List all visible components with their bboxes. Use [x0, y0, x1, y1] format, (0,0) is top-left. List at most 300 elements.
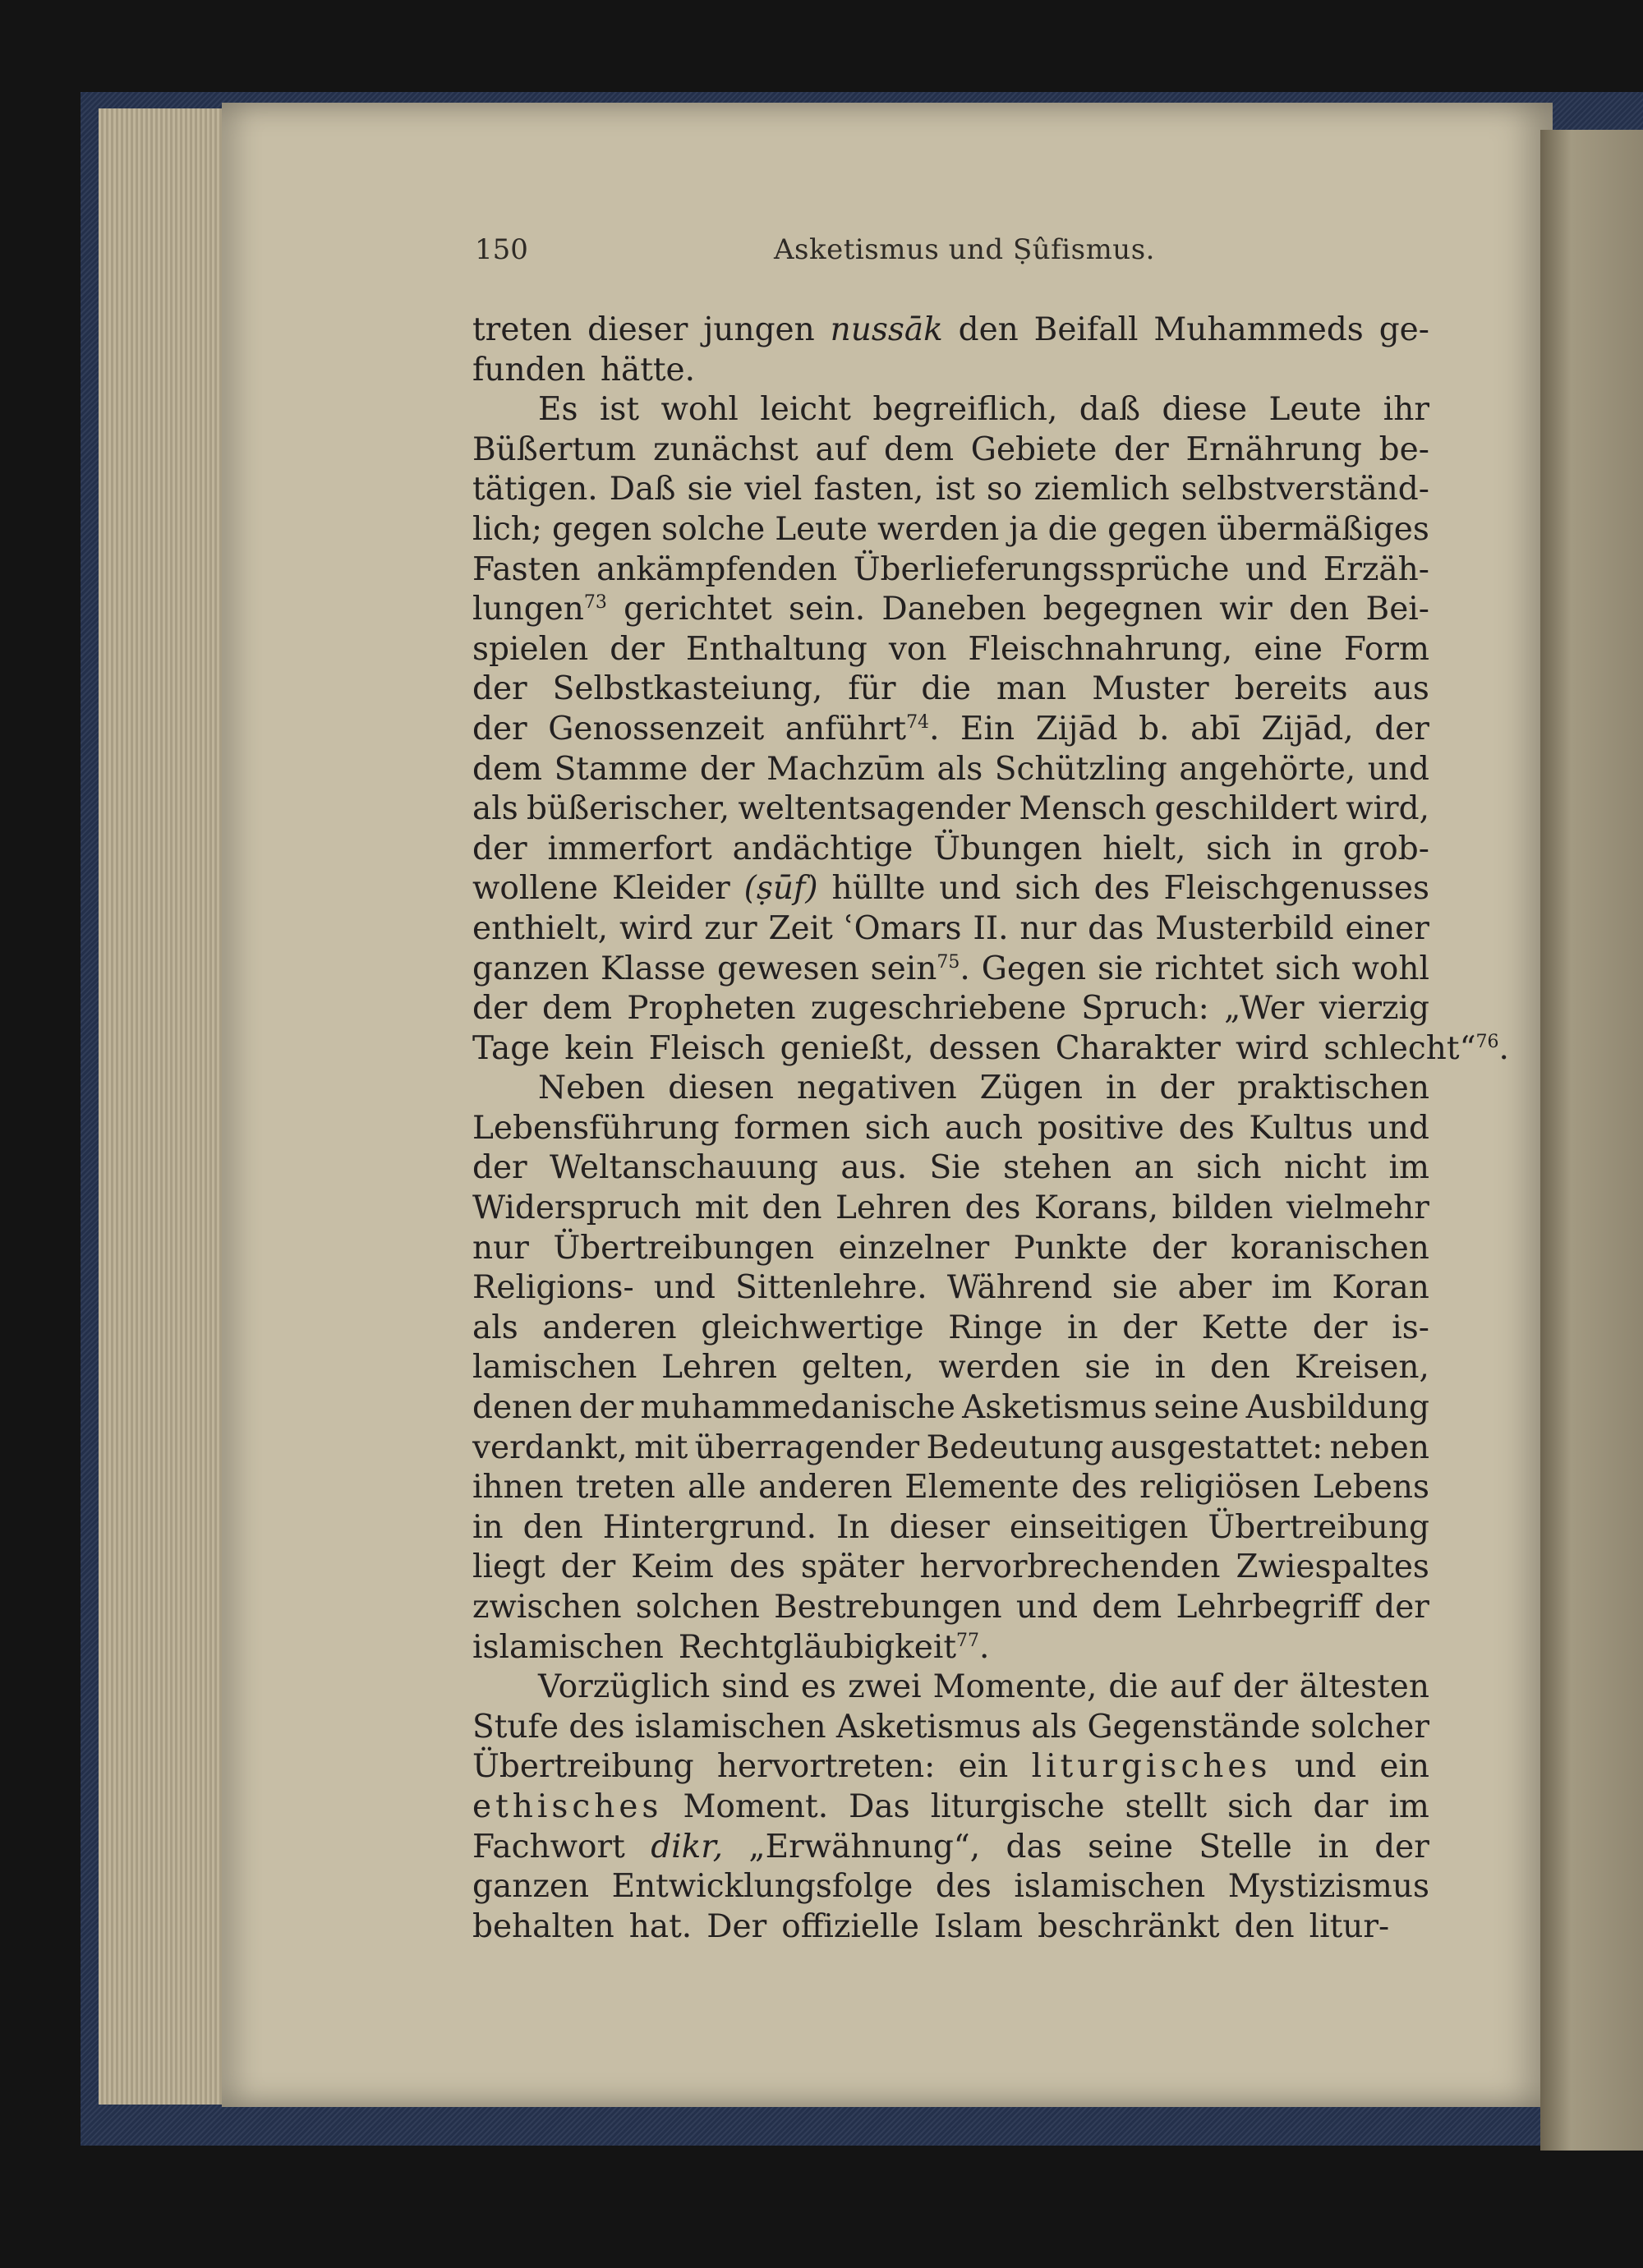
word-text: ist	[935, 471, 975, 508]
word-text: büßerischer,	[526, 790, 730, 828]
word-text: bilden	[1171, 1189, 1273, 1227]
word	[849, 1787, 910, 1828]
word-text: Schützling	[994, 750, 1167, 788]
word	[845, 909, 962, 950]
word-text: Bei-	[1365, 591, 1429, 628]
word	[472, 430, 636, 471]
word	[661, 510, 765, 550]
word	[523, 1508, 583, 1548]
word-text: zur	[704, 909, 757, 947]
word-text: Asketismus	[962, 1389, 1148, 1427]
word	[762, 1189, 822, 1229]
word-text: muhammedanische	[640, 1389, 955, 1427]
word	[550, 1148, 818, 1189]
word	[1034, 470, 1170, 510]
word-text: angehörte,	[1179, 750, 1356, 788]
word-text: der	[578, 1389, 634, 1427]
word-text: dikr,	[651, 1828, 724, 1865]
word	[1268, 390, 1361, 430]
word	[653, 430, 798, 471]
word-text: ausgestattet:	[1110, 1428, 1323, 1466]
word-text: wird,	[1346, 790, 1429, 828]
word	[472, 1148, 527, 1189]
word-text: funden	[472, 351, 586, 389]
word	[1286, 1189, 1429, 1229]
word-text: aus	[1373, 670, 1429, 708]
word-text: litur-	[1309, 1907, 1390, 1945]
word	[1379, 311, 1429, 351]
word-text: von	[888, 630, 947, 668]
word	[1224, 989, 1304, 1029]
word-text: Das	[849, 1787, 910, 1825]
word	[472, 1828, 625, 1868]
word	[933, 1668, 1098, 1708]
word-text: wollene	[472, 870, 599, 908]
word	[1154, 1388, 1240, 1428]
word	[1332, 1268, 1429, 1309]
word	[1346, 789, 1429, 830]
word-text: Moment.	[683, 1787, 829, 1825]
word	[831, 311, 943, 351]
word-text: sich	[1206, 830, 1272, 867]
word-text: begegnen	[1042, 591, 1203, 628]
word	[660, 390, 738, 430]
word-text: Übertreibung	[472, 1748, 694, 1786]
page-header	[475, 233, 1502, 274]
word-text: der	[1122, 1309, 1177, 1346]
word-text: Stufe	[472, 1708, 559, 1746]
word	[947, 1268, 1093, 1309]
word	[738, 789, 1010, 830]
word	[635, 1708, 826, 1748]
word	[929, 1148, 980, 1189]
word-text: den	[1289, 591, 1350, 628]
word-text: denen	[472, 1389, 573, 1427]
word-text: auch	[944, 1109, 1024, 1147]
word	[835, 1189, 951, 1229]
word	[959, 1747, 1009, 1787]
word-text: des	[729, 1548, 785, 1586]
word	[1374, 1588, 1429, 1628]
word	[1245, 550, 1307, 591]
word	[881, 590, 1026, 630]
word	[1295, 1747, 1356, 1787]
word-text: man	[996, 670, 1067, 708]
word-text: andächtige	[732, 830, 914, 867]
word	[848, 669, 895, 710]
word	[937, 750, 983, 790]
word-text: Widerspruch	[472, 1189, 682, 1227]
punctuation: .	[1498, 1029, 1509, 1067]
word	[1366, 590, 1429, 630]
punctuation: .	[929, 710, 940, 748]
word-text: Übertreibung	[1208, 1508, 1429, 1546]
word-text: die	[921, 670, 971, 708]
word	[472, 1229, 529, 1269]
footnote-marker: 73	[583, 592, 607, 614]
word	[919, 1548, 1220, 1588]
word-text: die	[1047, 510, 1098, 548]
word-text: ja	[1009, 510, 1038, 548]
word	[1368, 750, 1429, 790]
word	[774, 1588, 1002, 1628]
word	[1199, 1828, 1292, 1868]
word-text: leicht	[760, 391, 851, 429]
word-text: Religions-	[472, 1269, 634, 1307]
word-text: Muhammeds	[1153, 311, 1364, 348]
word	[701, 1309, 923, 1349]
word	[472, 750, 542, 790]
word	[1284, 1148, 1366, 1189]
word	[1246, 1388, 1429, 1428]
word	[717, 950, 859, 990]
word-text: nicht	[1283, 1149, 1367, 1187]
word-text: der	[472, 670, 527, 708]
word-text: vielmehr	[1286, 1189, 1429, 1227]
word	[472, 550, 581, 591]
word-text: anderen	[542, 1309, 677, 1346]
word	[1032, 1747, 1272, 1787]
word	[472, 1508, 504, 1548]
word-text: sie	[1111, 1269, 1158, 1307]
word	[596, 550, 837, 591]
footnote-marker: 75	[937, 951, 960, 973]
word-text: tätigen.	[472, 471, 598, 508]
word-text: islamischen	[634, 1708, 826, 1746]
word-text: an	[1134, 1149, 1174, 1187]
word	[929, 1029, 1041, 1070]
word-text: Kette	[1201, 1309, 1289, 1346]
word	[933, 830, 1082, 870]
word-text: alle	[687, 1469, 747, 1507]
word-text: einer	[1345, 909, 1429, 947]
word	[936, 1867, 992, 1907]
word-text: der	[699, 750, 755, 788]
word	[948, 1309, 1042, 1349]
word-text: stehen	[1003, 1149, 1112, 1187]
word-text: Zeit	[768, 909, 833, 947]
text-line	[472, 1428, 1429, 1469]
word-text: Fasten	[472, 550, 581, 588]
word-text: Übungen	[933, 830, 1083, 867]
word	[1351, 950, 1429, 990]
word-text: „Erwähnung“,	[748, 1828, 981, 1865]
word	[1314, 1787, 1369, 1828]
word	[472, 1468, 564, 1508]
word-text: Daß	[609, 471, 676, 508]
word-text: Lehrbegriff	[1176, 1589, 1361, 1626]
word	[801, 1548, 904, 1588]
word	[996, 669, 1066, 710]
word-text: und	[1294, 1748, 1357, 1786]
word-text: b.	[1139, 710, 1170, 748]
word	[717, 1747, 935, 1787]
word	[785, 710, 940, 750]
word	[1038, 1109, 1164, 1149]
word	[1374, 1828, 1429, 1868]
word-text: der	[1374, 1589, 1429, 1626]
word-text: Vorzüglich	[538, 1668, 711, 1706]
word-text: zwei	[848, 1668, 922, 1706]
word-text: sind	[721, 1668, 789, 1706]
word	[472, 1588, 622, 1628]
word-text: nur	[1019, 909, 1077, 947]
body-text	[472, 311, 1509, 1947]
word-text: dem	[1092, 1589, 1162, 1626]
word-text: zugeschriebene	[810, 990, 1067, 1028]
word-text: daß	[1079, 391, 1141, 429]
word	[1160, 1069, 1215, 1109]
word-text: der	[472, 1149, 527, 1187]
word	[1170, 1668, 1222, 1708]
text-line	[472, 1787, 1429, 1828]
word-text: den	[762, 1189, 822, 1227]
text-line	[472, 1668, 1429, 1708]
word	[472, 1309, 518, 1349]
word-text: den	[1234, 1907, 1295, 1945]
word-text: Musterbild	[1155, 909, 1334, 947]
word-text: des	[568, 1708, 625, 1746]
word	[612, 869, 730, 909]
word-text: Lehren	[661, 1349, 778, 1387]
word-text: als	[472, 790, 518, 828]
word	[700, 750, 755, 790]
word	[1181, 470, 1429, 510]
text-line	[472, 909, 1429, 950]
word	[871, 950, 970, 990]
word	[472, 909, 608, 950]
word	[1237, 1069, 1429, 1109]
word-text: jungen	[703, 311, 815, 348]
word-text: ʿOmars	[844, 909, 962, 947]
text-line	[472, 830, 1429, 870]
word	[1185, 430, 1361, 471]
word	[982, 950, 1086, 990]
word-text: verdankt,	[472, 1428, 628, 1466]
word-text: hervorbrechenden	[919, 1548, 1221, 1586]
word-text: der	[472, 990, 527, 1028]
word-text: in	[1318, 1828, 1349, 1865]
word	[865, 1109, 930, 1149]
word	[1236, 1029, 1309, 1070]
word-text: das	[1088, 909, 1144, 947]
word-text: der	[472, 830, 527, 867]
word	[1016, 1588, 1078, 1628]
word	[472, 1708, 559, 1748]
word-text: sein	[870, 950, 937, 987]
word	[661, 1348, 777, 1388]
word-text: Momente,	[932, 1668, 1098, 1706]
word	[1014, 1867, 1205, 1907]
word	[1164, 869, 1429, 909]
word-text: gerichtet	[624, 591, 772, 628]
word	[1210, 1348, 1270, 1388]
word	[1261, 710, 1353, 750]
word	[1019, 789, 1146, 830]
word-text: II.	[973, 909, 1009, 947]
word-text: Der	[706, 1907, 767, 1945]
word	[1374, 669, 1429, 710]
word-text: lungen	[472, 591, 584, 628]
footnote-marker: 77	[956, 1630, 979, 1651]
word-text: sich	[1196, 1149, 1262, 1187]
word	[553, 1229, 814, 1269]
page-edges	[99, 108, 238, 2105]
word	[1122, 1309, 1177, 1349]
word-text: anführt	[785, 710, 907, 748]
word-text: dieser	[587, 311, 688, 348]
word-text: solche	[661, 510, 766, 548]
word	[1114, 430, 1169, 471]
word-text: islamischen	[1014, 1868, 1206, 1906]
word-text: zunächst	[653, 430, 798, 468]
word-text: Beifall	[1033, 311, 1139, 348]
word-text: seine	[1153, 1389, 1240, 1427]
word	[1155, 1348, 1186, 1388]
word	[766, 750, 925, 790]
word-text: des	[1178, 1109, 1235, 1147]
word-text: Rechtgläubigkeit	[678, 1628, 956, 1666]
word	[603, 1508, 817, 1548]
word	[472, 1109, 720, 1149]
word	[1015, 869, 1079, 909]
word-text: und	[939, 870, 1001, 908]
word	[1048, 510, 1098, 550]
word-text: für	[848, 670, 896, 708]
word-text: „Wer	[1224, 990, 1305, 1028]
word	[945, 1109, 1023, 1149]
word-text: Zijād,	[1261, 710, 1354, 748]
word-text: islamischen	[472, 1628, 664, 1666]
word-text: lich;	[472, 510, 543, 548]
word-text: aus.	[840, 1149, 908, 1187]
word	[775, 510, 868, 550]
word	[624, 590, 772, 630]
word-text: Sie	[929, 1149, 981, 1187]
word	[1196, 1148, 1261, 1189]
word	[564, 1029, 633, 1070]
word	[839, 1229, 990, 1269]
punctuation: .	[960, 950, 970, 987]
word	[641, 1388, 955, 1428]
word-text: des	[1071, 1469, 1128, 1507]
word	[1228, 1867, 1429, 1907]
word	[649, 1029, 766, 1070]
word-text: sie	[1098, 950, 1144, 987]
word-text: seine	[1088, 1828, 1173, 1865]
word	[1313, 1309, 1368, 1349]
word	[1043, 590, 1203, 630]
word	[1155, 909, 1333, 950]
word-text: als	[1031, 1708, 1078, 1746]
word-text: hielt,	[1102, 830, 1186, 867]
word-text: Fleisch	[648, 1029, 766, 1067]
word-text: gelten,	[801, 1349, 914, 1387]
word-text: richtet	[1154, 950, 1264, 987]
word-text: Sittenlehre.	[735, 1269, 927, 1307]
word	[735, 1268, 927, 1309]
word	[1171, 1189, 1273, 1229]
word-text: nussāk	[830, 311, 943, 348]
word-text: werden	[938, 1349, 1061, 1387]
word	[1139, 1468, 1300, 1508]
word-text: der	[1374, 1828, 1429, 1865]
word	[1094, 869, 1150, 909]
word	[973, 909, 1008, 950]
word-text: Ernährung	[1185, 430, 1362, 468]
word-text: Daneben	[881, 591, 1027, 628]
word-text: und	[1245, 550, 1308, 588]
text-line	[472, 1468, 1429, 1508]
word	[729, 1548, 785, 1588]
word	[733, 830, 914, 870]
word-text: Machzūm	[766, 750, 925, 788]
word	[472, 1628, 664, 1668]
word	[472, 1268, 634, 1309]
word	[1310, 1708, 1429, 1748]
word	[960, 710, 1015, 750]
word-text: negativen	[796, 1070, 957, 1107]
word	[1019, 909, 1076, 950]
word-text: Lehren	[835, 1189, 951, 1227]
word	[938, 1348, 1060, 1388]
word	[1319, 989, 1429, 1029]
word	[651, 1828, 723, 1868]
word-text: ziemlich	[1033, 471, 1170, 508]
word	[1330, 1428, 1429, 1469]
word-text: aber	[1177, 1269, 1252, 1307]
word-text: diesen	[668, 1070, 775, 1107]
word-text: positive	[1037, 1109, 1165, 1147]
word-text: der	[1114, 430, 1169, 468]
word-text: hüllte	[831, 870, 926, 908]
word-text: Islam	[934, 1907, 1024, 1945]
word	[927, 1428, 1104, 1469]
text-line	[472, 1029, 1509, 1070]
word-text: Gebiete	[970, 430, 1098, 468]
word	[612, 1867, 914, 1907]
word	[1178, 1268, 1252, 1309]
word	[1249, 1109, 1353, 1149]
word-text: sich	[1227, 1787, 1293, 1825]
word-text: dem	[472, 750, 543, 788]
word-text: Koran	[1332, 1269, 1429, 1307]
word	[1134, 1148, 1173, 1189]
word	[1098, 950, 1144, 990]
word	[634, 1428, 688, 1469]
text-line	[472, 590, 1429, 630]
facing-page-edge	[1540, 130, 1643, 2151]
word	[971, 430, 1098, 471]
word	[472, 830, 527, 870]
word	[836, 1508, 870, 1548]
word-text: das	[1006, 1828, 1062, 1865]
word	[695, 1189, 748, 1229]
word-text: Ein	[960, 710, 1015, 748]
word-text: Propheten	[627, 990, 796, 1028]
word	[1031, 1708, 1077, 1748]
word-text: praktischen	[1237, 1070, 1429, 1107]
word	[1067, 1309, 1098, 1349]
word-text: des	[964, 1189, 1021, 1227]
footnote-marker: 74	[906, 711, 930, 733]
word-text: den	[958, 311, 1019, 348]
word	[538, 1069, 645, 1109]
word	[1254, 630, 1323, 670]
text-line	[472, 1348, 1429, 1388]
word	[1208, 1508, 1429, 1548]
text-line	[472, 1268, 1429, 1309]
